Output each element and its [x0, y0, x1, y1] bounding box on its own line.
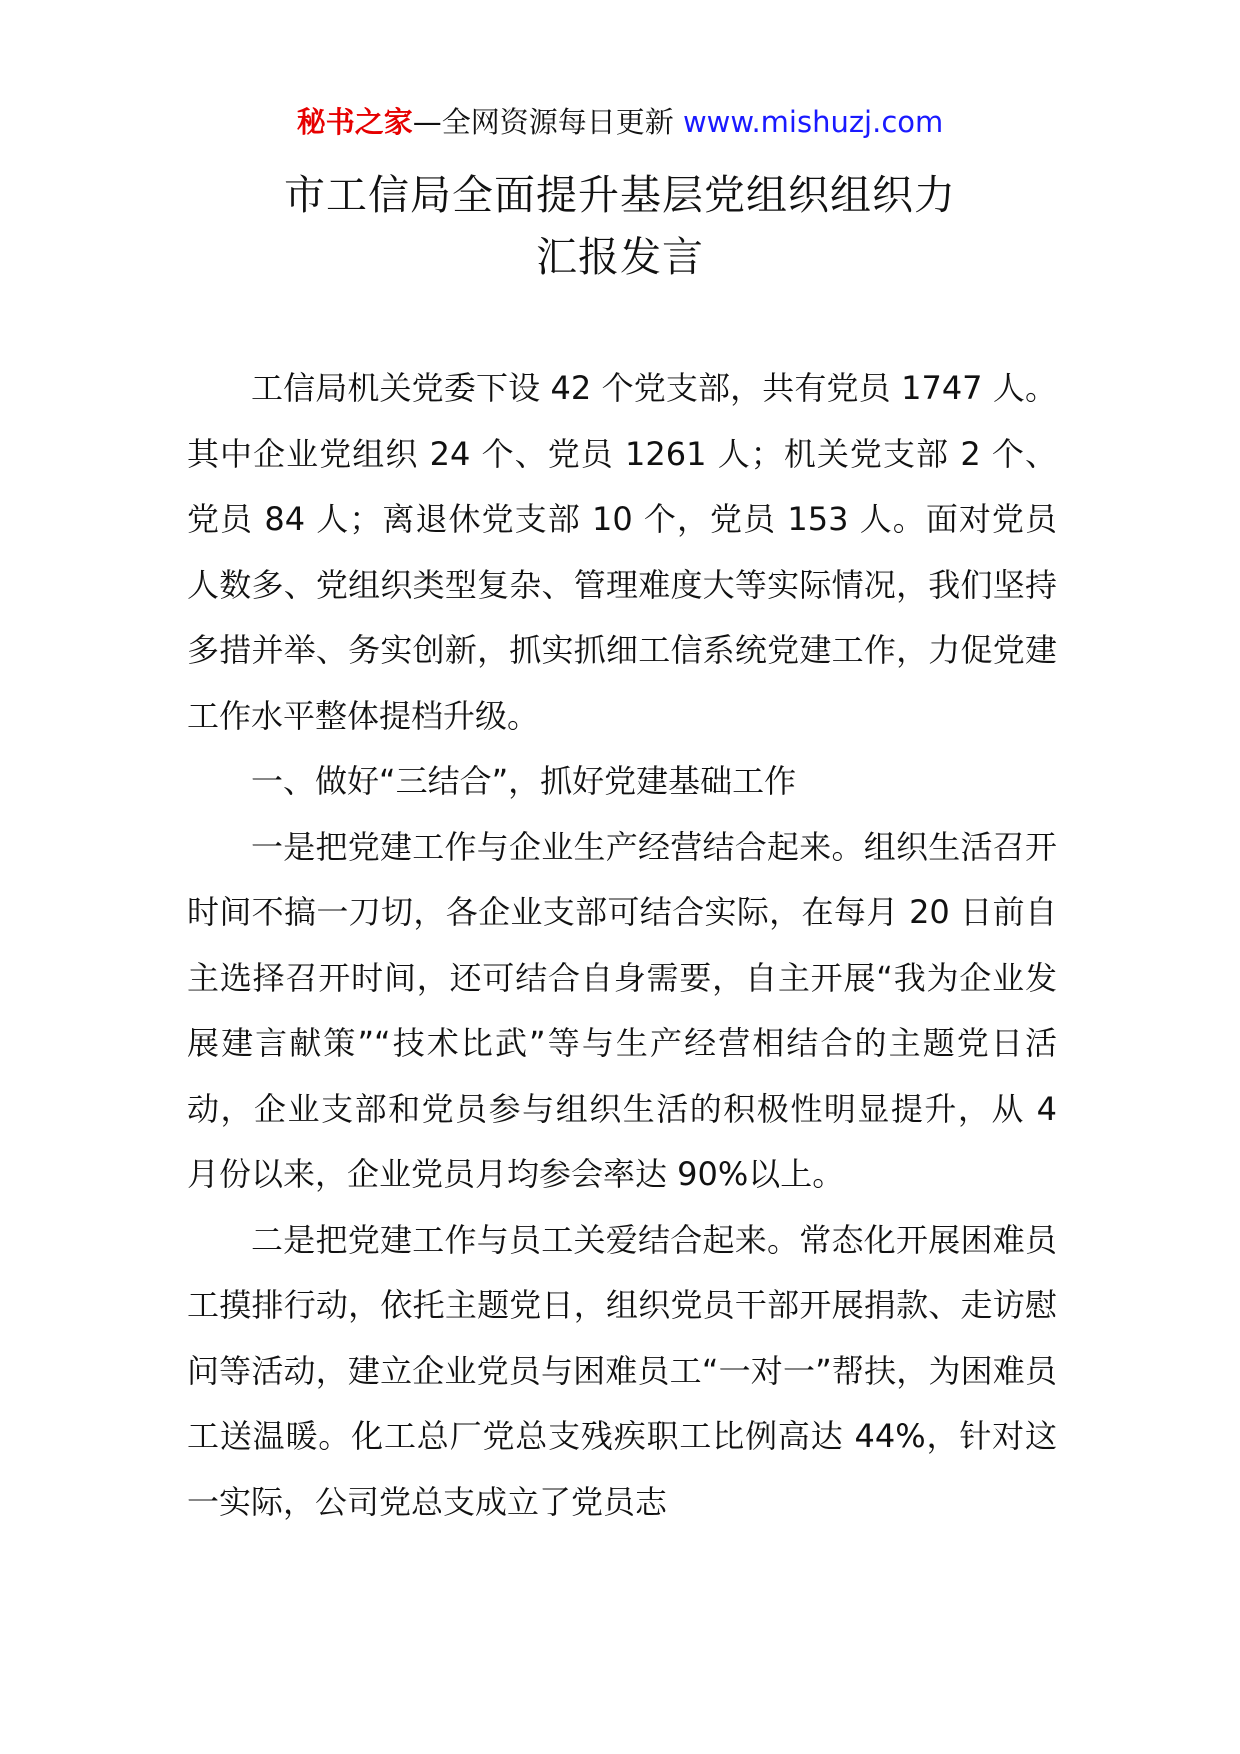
title-line-2: 汇报发言 — [536, 233, 704, 281]
paragraph-point-2: 二是把党建工作与员工关爱结合起来。常态化开展困难员工摸排行动，依托主题党日，组织党员干部开展捐款、走访慰问等活动，建立企业党员与困难员工“一对一”帮扶，为困难员工送温暖。化工总厂党总支残疾职工比例高达 44%，针对这一实际，公司党总支成立了党员志 — [187, 1220, 1057, 1521]
document-title — [0, 164, 1240, 288]
site-header — [0, 100, 1240, 144]
section-heading-1: 一、做好“三结合”，抓好党建基础工作 — [251, 762, 797, 800]
paragraph-intro: 工信局机关党委下设 42 个党支部，共有党员 1747 人。其中企业党组织 24 个、党员 1261 人；机关党支部 2 个、党员 84 人；离退休党支部 10 个，党员 153 人。面对党员人数多、党组织类型复杂、管理难度大等实际情况，我们坚持多措并举、务实创新，抓实抓细工信系统党建工作，力促党建工作水平整体提档升级。 — [187, 369, 1057, 735]
brand-name: 秘书之家 — [296, 105, 413, 139]
document-body — [187, 356, 1057, 1535]
title-line-1: 市工信局全面提升基层党组织组织力 — [284, 171, 956, 219]
header-slogan: —全网资源每日更新 — [412, 105, 674, 139]
site-url-link[interactable]: www.mishuzj.com — [682, 105, 944, 139]
paragraph-point-1: 一是把党建工作与企业生产经营结合起来。组织生活召开时间不搞一刀切，各企业支部可结合实际，在每月 20 日前自主选择召开时间，还可结合自身需要，自主开展“我为企业发展建言献策”“技术比武”等与生产经营相结合的主题党日活动，企业支部和党员参与组织生活的积极性明显提升，从 4 月份以来，企业党员月均参会率达 90%以上。 — [187, 827, 1057, 1193]
